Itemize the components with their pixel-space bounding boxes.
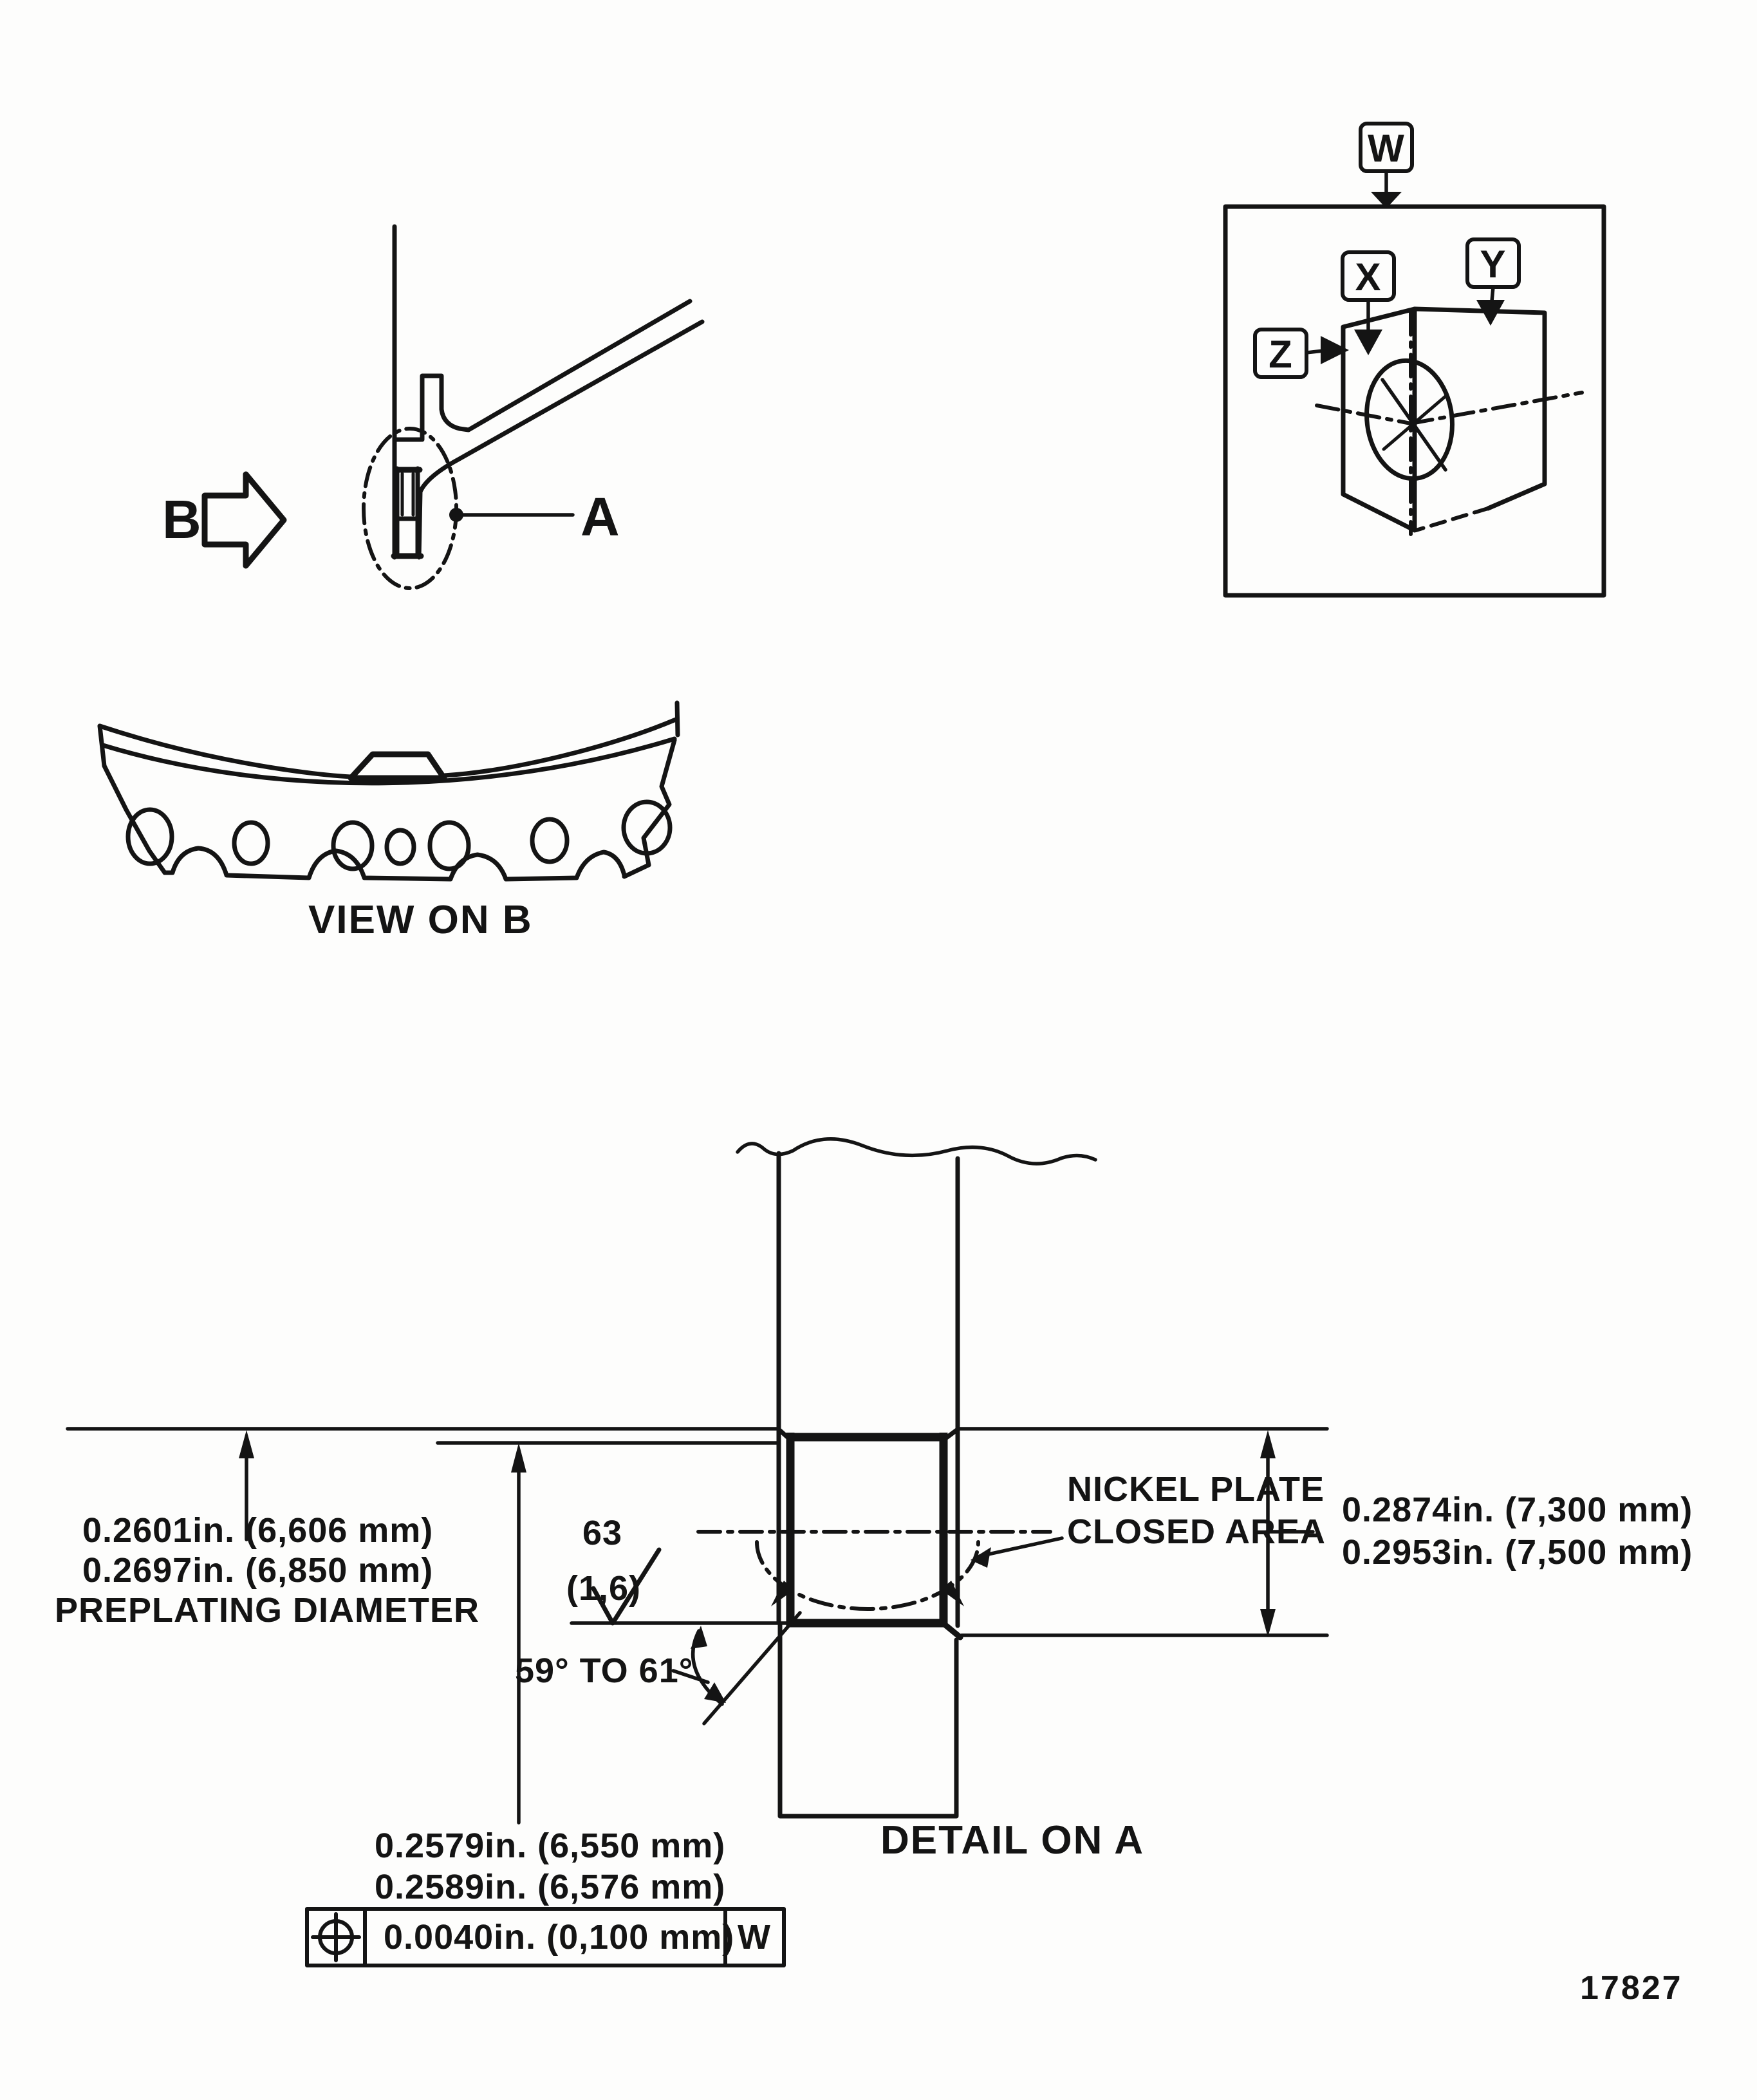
surface-roughness-uin: 63 (582, 1514, 623, 1552)
angle-arrowhead-down-icon (704, 1682, 726, 1703)
preplating-dim-line2: 0.2697in. (6,850 mm) (82, 1551, 434, 1590)
nickel-plate-line2: CLOSED AREA (1067, 1512, 1326, 1551)
detail-a-boundary-circle (364, 429, 456, 588)
lower-shaft-outline (780, 1624, 956, 1816)
datum-plane-right (1415, 309, 1545, 508)
datum-plane-left (1343, 309, 1415, 530)
feature-control-frame (307, 1909, 784, 1965)
flange-hole (430, 822, 469, 869)
plated-bore-arrowhead-bottom-icon (1260, 1609, 1276, 1637)
datum-w-label: W (1368, 127, 1405, 170)
cross-section-figure (162, 227, 702, 588)
detail-on-a-figure (55, 1139, 1693, 1965)
datum-y-stem (1492, 287, 1493, 301)
flange-hole (387, 830, 414, 864)
datum-y-label: Y (1480, 243, 1507, 286)
plated-bore-line1: 0.2874in. (7,300 mm) (1342, 1491, 1693, 1529)
datum-reference-diagram (1225, 124, 1604, 595)
finished-bore-line2: 0.2589in. (6,576 mm) (375, 1868, 726, 1906)
position-tolerance-icon (313, 1914, 359, 1960)
break-line (738, 1139, 1095, 1164)
view-arrow-label: B (162, 489, 202, 550)
preplating-arrowhead-icon (239, 1430, 254, 1458)
preplating-dim-line3: PREPLATING DIAMETER (55, 1591, 480, 1630)
flange-hole (234, 822, 268, 864)
center-line-right (1411, 393, 1582, 423)
chamfer-construction-line (704, 1613, 800, 1724)
view-on-b-figure (100, 703, 678, 942)
nickel-plate-line1: NICKEL PLATE (1067, 1470, 1325, 1509)
fcf-tolerance-text: 0.0040in. (0,100 mm) (384, 1918, 735, 1956)
datum-z-label: Z (1269, 333, 1293, 376)
preplating-dim-line1: 0.2601in. (6,606 mm) (82, 1511, 434, 1550)
figure-number: 17827 (1580, 1969, 1683, 2007)
flange-hole (333, 822, 372, 869)
lower-arm-edge (419, 322, 702, 557)
datum-x-label: X (1355, 256, 1382, 299)
fcf-datum-text: W (738, 1918, 771, 1956)
finished-bore-line1: 0.2579in. (6,550 mm) (375, 1826, 726, 1865)
plated-bore-arrowhead-top-icon (1260, 1430, 1276, 1458)
flange-hole (532, 819, 567, 862)
datum-x-triangle-icon (1354, 330, 1382, 355)
center-line-left (1317, 405, 1411, 423)
detail-on-a-caption: DETAIL ON A (880, 1818, 1145, 1863)
view-on-b-caption: VIEW ON B (308, 898, 533, 942)
flange-top-outer-edge-left (100, 726, 351, 777)
tab-and-upper-arm-edge (422, 301, 690, 440)
nickel-plate-leader (980, 1538, 1062, 1556)
finished-bore-arrowhead-icon (511, 1443, 526, 1473)
locating-lug (351, 754, 444, 778)
chamfer-angle-text: 59° TO 61° (515, 1651, 694, 1690)
detail-callout-label: A (581, 487, 620, 547)
surface-roughness-um: (1,6) (566, 1569, 642, 1608)
view-direction-arrow-icon (205, 474, 284, 566)
datum-plane-hidden-edge (1416, 508, 1488, 530)
plated-bore-line2: 0.2953in. (7,500 mm) (1342, 1533, 1693, 1572)
